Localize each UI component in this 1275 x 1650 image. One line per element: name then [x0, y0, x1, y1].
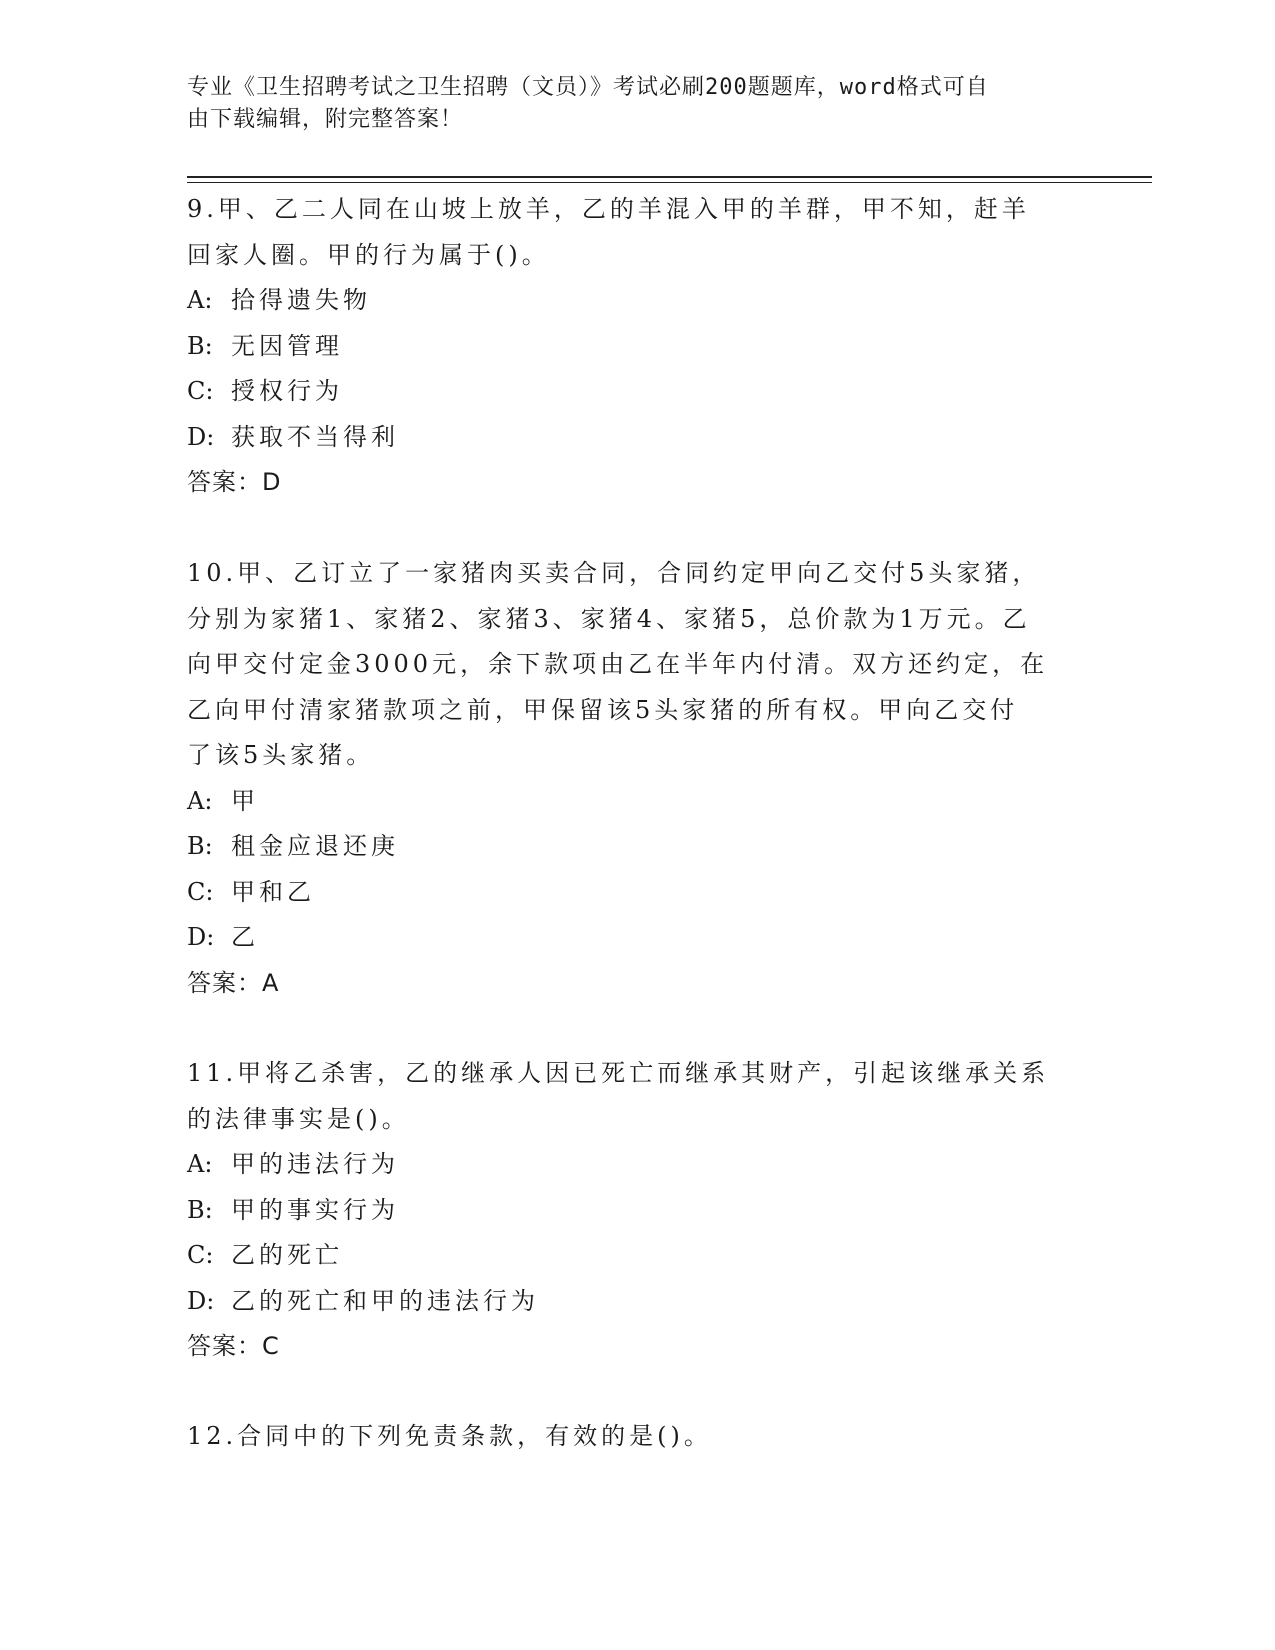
option-key: C: — [187, 877, 214, 906]
option-a — [187, 1142, 1087, 1188]
header-divider-thick — [187, 176, 1152, 178]
option-key: C: — [187, 377, 214, 405]
option-text: 乙 — [231, 923, 259, 951]
option-key: D: — [187, 422, 215, 451]
question-stem — [187, 187, 1087, 278]
question-10 — [187, 551, 1087, 1006]
option-text: 获取不当得利 — [231, 422, 399, 451]
option-key: A: — [187, 286, 213, 314]
header-divider-thin — [187, 182, 1152, 183]
option-d — [187, 915, 1087, 961]
option-key: B: — [187, 832, 213, 860]
question-12 — [187, 1414, 1087, 1460]
option-text: 乙的死亡和甲的违法行为 — [231, 1286, 539, 1315]
option-key: B: — [187, 331, 213, 360]
option-key: A: — [187, 1150, 213, 1178]
stem-line: 回家人圈。甲的行为属于()。 — [187, 240, 550, 269]
option-text: 拾得遗失物 — [231, 286, 371, 314]
question-stem — [187, 1414, 1087, 1460]
document-header — [187, 72, 1067, 136]
stem-line: 向甲交付定金3000元，余下款项由乙在半年内付清。双方还约定，在 — [187, 650, 1049, 678]
option-key: B: — [187, 1195, 213, 1224]
stem-line: 分别为家猪1、家猪2、家猪3、家猪4、家猪5，总价款为1万元。乙 — [187, 604, 1031, 633]
question-9 — [187, 187, 1087, 506]
stem-line: 9.甲、乙二人同在山坡上放羊，乙的羊混入甲的羊群，甲不知，赶羊 — [187, 195, 1030, 223]
option-a — [187, 779, 1087, 825]
header-line-1: 专业《卫生招聘考试之卫生招聘（文员）》考试必刷200题题库，word格式可自 — [187, 75, 989, 100]
question-stem — [187, 1051, 1087, 1142]
option-c — [187, 1233, 1087, 1279]
answer-line: 答案：D — [187, 468, 282, 496]
header-line-2: 由下载编辑，附完整答案！ — [187, 107, 464, 132]
option-text: 乙的死亡 — [231, 1241, 343, 1269]
option-d — [187, 415, 1087, 461]
stem-line: 了该5头家猪。 — [187, 741, 375, 769]
option-b — [187, 324, 1087, 370]
answer-line: 答案：A — [187, 968, 280, 997]
question-11 — [187, 1051, 1087, 1370]
option-text: 无因管理 — [231, 331, 343, 360]
stem-line: 11.甲将乙杀害，乙的继承人因已死亡而继承其财产，引起该继承关系 — [187, 1059, 1050, 1087]
option-b — [187, 1188, 1087, 1234]
option-b — [187, 824, 1087, 870]
option-text: 租金应退还庚 — [231, 832, 399, 860]
option-d — [187, 1279, 1087, 1325]
option-c — [187, 870, 1087, 916]
option-key: D: — [187, 1286, 215, 1315]
option-text: 甲的违法行为 — [231, 1150, 399, 1178]
option-text: 甲 — [231, 786, 259, 815]
stem-line: 12.合同中的下列免责条款，有效的是()。 — [187, 1422, 712, 1450]
option-key: D: — [187, 923, 215, 951]
answer-line: 答案：C — [187, 1332, 280, 1360]
option-text: 授权行为 — [231, 377, 343, 405]
option-text: 甲的事实行为 — [231, 1195, 399, 1224]
stem-line: 乙向甲付清家猪款项之前，甲保留该5头家猪的所有权。甲向乙交付 — [187, 695, 1019, 724]
stem-line: 10.甲、乙订立了一家猪肉买卖合同，合同约定甲向乙交付5头家猪， — [187, 559, 1041, 587]
option-key: A: — [187, 786, 213, 815]
question-stem — [187, 551, 1087, 779]
stem-line: 的法律事实是()。 — [187, 1104, 410, 1133]
option-a — [187, 278, 1087, 324]
option-key: C: — [187, 1241, 214, 1269]
option-text: 甲和乙 — [231, 877, 315, 906]
option-c — [187, 369, 1087, 415]
